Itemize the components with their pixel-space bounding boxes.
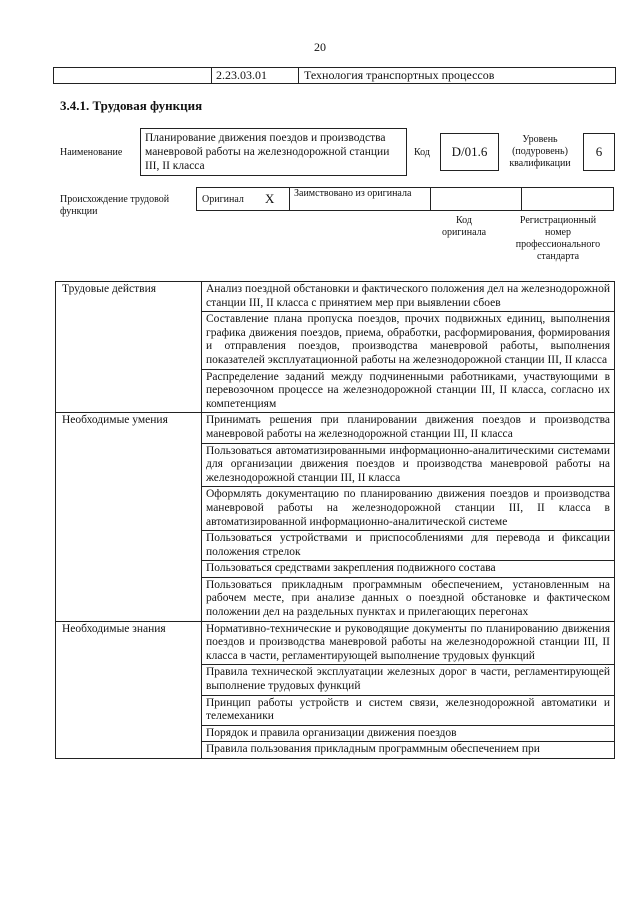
function-table bbox=[55, 281, 615, 759]
function-name: Планирование движения поездов и производства маневровой работы на железнодорожной станции III, II класса bbox=[140, 128, 407, 176]
item-text: Правила технической эксплуатации железных дорог в части, регламентирующей выполнение трудовых функций bbox=[202, 665, 615, 695]
item-text: Пользоваться автоматизированными информационно-аналитическими системами для организации движения поездов и производства маневровой работы на железнодорожной станции III, II класса bbox=[202, 443, 615, 487]
item-text: Оформлять документацию по планированию движения поездов и производства маневровой работы на железнодорожной станции III, II класса в автоматизированной информационно-аналитической системе bbox=[202, 487, 615, 531]
page-number: 20 bbox=[314, 40, 326, 54]
qualification-level: 6 bbox=[583, 133, 615, 171]
name-label: Наименование bbox=[60, 147, 123, 158]
item-text: Нормативно-технические и руководящие документы по планированию движения поездов и производства маневровой работы на железнодорожной станции III, II класса в части, регламентирующей выполнение трудовых функций bbox=[202, 621, 615, 665]
item-text: Пользоваться прикладным программным обеспечением, установленным на рабочем месте, при анализе данных о поездной обстановке и фактическом положении дел на раздельных пунктах и прилегающих перегонах bbox=[202, 577, 615, 621]
section-heading: 3.4.1. Трудовая функция bbox=[60, 98, 203, 113]
item-text: Правила пользования прикладным программным обеспечением при bbox=[202, 742, 615, 759]
specialty-title: Технология транспортных процессов bbox=[304, 68, 495, 82]
item-text: Составление плана пропуска поездов, прочих подвижных единиц, выполнения графика движения поездов, приема, обработки, расформирования, формирования и отправления поездов, производства маневровой работы, выполнения показателей эксплуатационной работы на железнодорожной станции III, II класса bbox=[202, 312, 615, 369]
table-row bbox=[56, 413, 615, 443]
item-text: Анализ поездной обстановки и фактического положения дел на железнодорожной станции III, II класса с принятием мер при выявлении сбоев bbox=[202, 282, 615, 312]
item-text: Пользоваться устройствами и приспособлениями для перевода и фиксации положения стрелок bbox=[202, 531, 615, 561]
item-text: Пользоваться средствами закрепления подвижного состава bbox=[202, 561, 615, 578]
category-label: Необходимые знания bbox=[56, 621, 202, 758]
function-code: D/01.6 bbox=[440, 133, 499, 171]
table-row bbox=[56, 282, 615, 312]
item-text: Принцип работы устройств и систем связи, железнодорожной автоматики и телемеханики bbox=[202, 695, 615, 725]
original-mark: X bbox=[265, 191, 275, 206]
orig-code-label: Код оригинала bbox=[441, 215, 487, 238]
item-text: Порядок и правила организации движения поездов bbox=[202, 725, 615, 742]
category-label: Необходимые умения bbox=[56, 413, 202, 621]
category-label: Трудовые действия bbox=[56, 282, 202, 413]
origin-label: Происхождение трудовой функции bbox=[60, 194, 170, 217]
original-label: Оригинал bbox=[202, 194, 244, 205]
item-text: Принимать решения при планировании движения поездов и производства маневровой работы на железнодорожной станции III, II класса bbox=[202, 413, 615, 443]
reg-number-label: Регистрационный номер профессионального стандарта bbox=[515, 215, 601, 262]
origin-row bbox=[196, 187, 614, 211]
item-text: Распределение заданий между подчиненными работниками, участвующими в перевозочном процессе на железнодорожной станции III, II класса, согласно их компетенциям bbox=[202, 369, 615, 413]
code-label: Код bbox=[414, 147, 430, 158]
borrowed-label: Заимствовано из оригинала bbox=[294, 188, 412, 199]
code-row bbox=[53, 67, 616, 84]
table-row bbox=[56, 621, 615, 665]
level-label: Уровень (подуровень) квалификации bbox=[509, 134, 571, 169]
specialty-code: 2.23.03.01 bbox=[216, 68, 267, 82]
